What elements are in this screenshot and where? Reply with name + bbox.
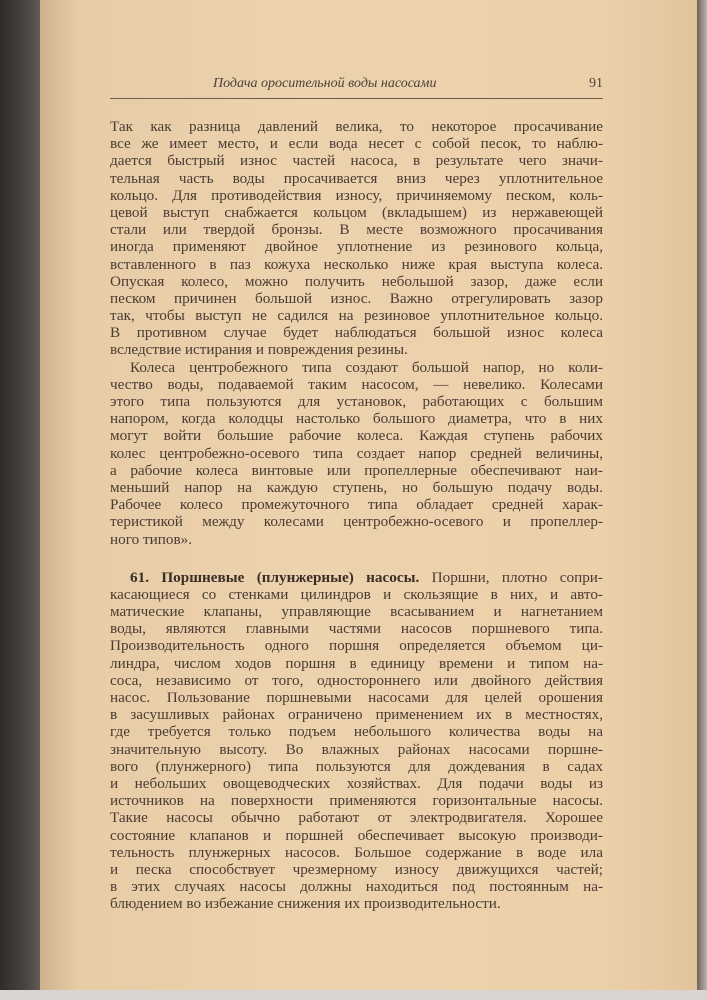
text-line: состояние клапанов и поршней обеспечивает высокую производи-: [110, 826, 603, 844]
text-line: чество воды, подаваемой таким насосом, — невелико. Колесами: [110, 375, 603, 393]
text-line: меньший напор на каждую ступень, но большую подачу воды.: [110, 478, 603, 496]
text-line: цевой выступ снабжается кольцом (вкладышем) из нержавеющей: [110, 203, 603, 221]
text-line: Производительность одного поршня определяется объемом ци-: [110, 637, 603, 655]
book-gutter: [0, 0, 44, 1000]
text-line: песком причинен большой износ. Важно отрегулировать зазор: [110, 289, 603, 307]
text-line: тельность плунжерных насосов. Большое содержание в воде ила: [110, 843, 603, 861]
text-line: и песка способствует чрезмерному износу движущихся частей;: [110, 860, 603, 878]
text-line: соса, независимо от того, одностороннего или двойного действия: [110, 671, 603, 689]
text-line: иногда применяют двойное уплотнение из резинового кольца,: [110, 238, 603, 256]
text-line: насос. Пользование поршневыми насосами для целей орошения: [110, 689, 603, 706]
text-line: тельная часть воды просачивается вниз через уплотнительное: [110, 169, 603, 187]
page-edge: [697, 0, 707, 1000]
text-line: могут войти большие рабочие колеса. Каждая ступень рабочих: [110, 427, 603, 445]
section-first-line: [110, 569, 603, 586]
page-body: [110, 118, 603, 912]
text-line: вставленного в паз кожуха несколько ниже края выступа колеса.: [110, 255, 603, 273]
text-line: Рабочее колесо промежуточного типа обладает средней харак-: [110, 496, 603, 514]
text-line: вследствие истирания и повреждения резины.: [110, 341, 408, 359]
paragraph-seal-wear: [110, 118, 603, 359]
text-line: и небольших овощеводческих хозяйствах. Для подачи воды из: [110, 774, 603, 792]
header-rule: [110, 98, 603, 99]
text-line: в этих случаях насосы должны находиться под постоянным на-: [110, 878, 603, 896]
text-line: блюдением во избежание снижения их производительности.: [110, 895, 501, 913]
paragraph-impeller-types: [110, 359, 603, 548]
text-line: колес центробежно-осевого типа создает напор средней величины,: [110, 444, 603, 462]
text-line: значительную высоту. Во влажных районах насосами поршне-: [110, 740, 603, 758]
text-line: вого (плунжерного) типа пользуются для дождевания в садах: [110, 757, 603, 775]
text-line: источников на поверхности применяются горизонтальные насосы.: [110, 792, 603, 810]
page-number: 91: [589, 76, 603, 91]
text-line: линдра, числом ходов поршня в единицу времени и типом на-: [110, 654, 603, 672]
text-line: где требуется только подъем небольшого количества воды на: [110, 723, 603, 741]
text-line: Так как разница давлений велика, то некоторое просачивание: [110, 118, 603, 135]
text-line: теристикой между колесами центробежно-осевого и пропеллер-: [110, 513, 603, 531]
text-line: Такие насосы обычно работают от электродвигателя. Хорошее: [110, 809, 603, 827]
text-line: в засушливых районах ограничено применением их в местностях,: [110, 706, 603, 724]
text-line: В противном случае будет наблюдаться большой износ колеса: [110, 324, 603, 342]
section-heading: 61. Поршневые (плунжерные) насосы.: [130, 568, 420, 586]
text-line: дается быстрый износ частей насоса, в результате чего значи-: [110, 152, 603, 170]
text-line: все же имеет место, и если вода несет с собой песок, то наблю-: [110, 135, 603, 153]
section-first-line-text: Поршни, плотно сопри-: [419, 568, 603, 586]
text-line: ного типов».: [110, 530, 193, 548]
text-line: стали или твердой бронзы. В месте возможного просачивания: [110, 221, 603, 239]
text-line: воды, являются главными частями насосов поршневого типа.: [110, 620, 603, 638]
text-line: этого типа пользуются для установок, работающих с большим: [110, 393, 603, 410]
running-title: Подача оросительной воды насосами: [213, 76, 437, 91]
text-line: Опуская колесо, можно получить небольшой зазор, даже если: [110, 272, 603, 290]
text-line: касающиеся со стенками цилиндров и скользящие в них, и авто-: [110, 585, 603, 603]
running-header: [110, 76, 603, 94]
text-line: напором, когда колодцы настолько большого диаметра, что в них: [110, 410, 603, 428]
text-line: кольцо. Для противодействия износу, причиняемому песком, коль-: [110, 186, 603, 204]
section-gap: [110, 548, 603, 569]
text-line: так, чтобы выступ не садился на резиновое уплотнительное кольцо.: [110, 307, 603, 325]
scan-border: [0, 990, 707, 1000]
section-61-piston-pumps: [110, 569, 603, 913]
text-line: а рабочие колеса винтовые или пропеллерные обеспечивают наи-: [110, 461, 603, 479]
text-line: матические клапаны, управляющие всасыванием и нагнетанием: [110, 603, 603, 621]
text-line: Колеса центробежного типа создают большой напор, но коли-: [130, 358, 603, 376]
